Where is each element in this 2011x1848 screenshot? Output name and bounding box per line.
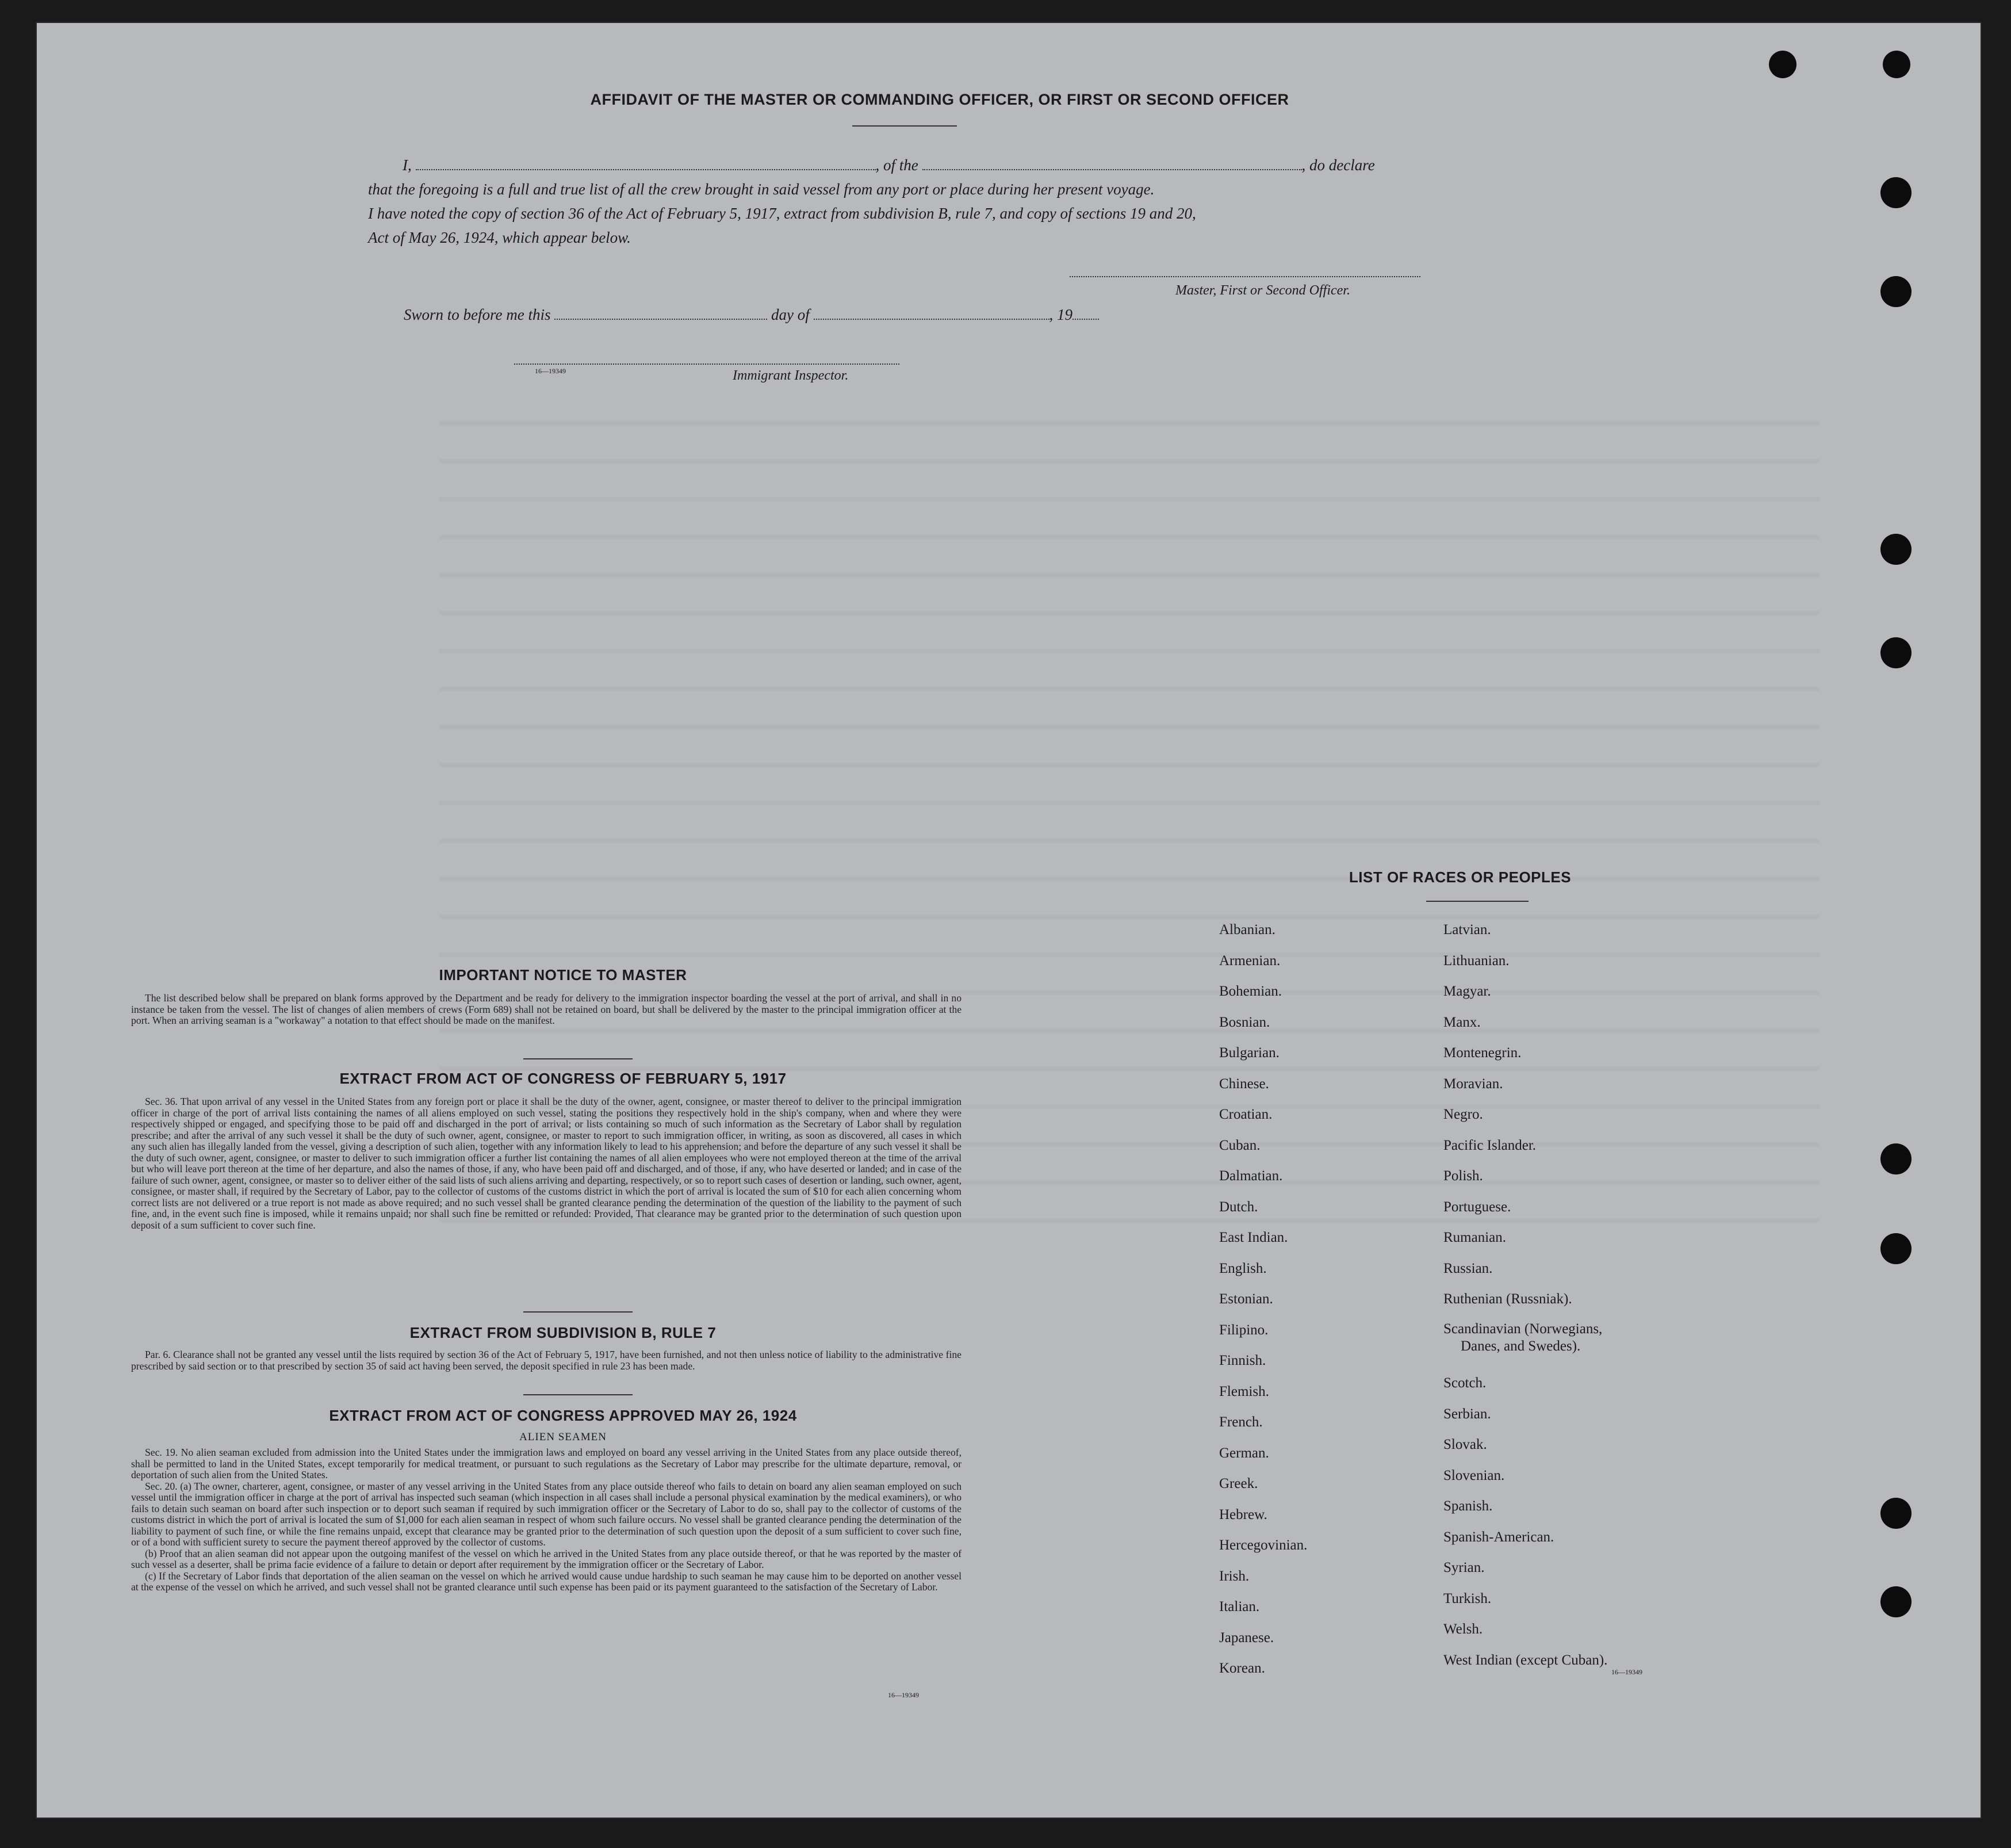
punch-hole <box>1880 637 1912 668</box>
race-item: Montenegrin. <box>1443 1045 1522 1061</box>
race-item: Spanish-American. <box>1443 1529 1554 1545</box>
punch-hole <box>1880 1498 1912 1529</box>
race-item: Hebrew. <box>1219 1506 1267 1522</box>
affidavit-prefix: I, <box>403 156 412 174</box>
race-item: Japanese. <box>1219 1629 1274 1646</box>
race-item: Latvian. <box>1443 922 1491 938</box>
affidavit-line-3: I have noted the copy of section 36 of the Act of February 5, 1917, extract from subdivision B, rule 7, and copy of sections 19 and 20, <box>368 205 1196 222</box>
race-item: Polish. <box>1443 1168 1483 1184</box>
race-item: Rumanian. <box>1443 1230 1507 1245</box>
punch-hole <box>1880 177 1912 208</box>
race-item: Portuguese. <box>1443 1199 1511 1215</box>
punch-hole <box>1880 534 1912 565</box>
affidavit-line-4: Act of May 26, 1924, which appear below. <box>368 229 631 246</box>
race-item: Dutch. <box>1219 1199 1258 1215</box>
document-page <box>37 23 1981 1818</box>
inspector-label: Immigrant Inspector. <box>733 368 849 383</box>
race-item: Croatian. <box>1219 1107 1273 1122</box>
races-column-1 <box>1219 915 1307 1684</box>
race-item: Scotch. <box>1443 1375 1487 1391</box>
punch-hole <box>1880 1586 1912 1617</box>
affidavit-line-2: that the foregoing is a full and true list of all the crew brought in said vessel from any port or place during her present voyage. <box>368 181 1155 198</box>
signature-label: Master, First or Second Officer. <box>1175 283 1350 298</box>
race-item: Armenian. <box>1219 952 1281 969</box>
section-20c-paragraph: (c) If the Secretary of Labor finds that deportation of the alien seaman on the vessel on which he arrived would cause undue hardship to such seaman he may cause him to be deported on another vessel at the expense of the vessel on which he arrived, and such vessel shall not be granted clearance until such expense has been paid or its payment guaranteed to the satisfaction of the Secretary of Labor. <box>131 1570 962 1593</box>
section-20a-paragraph: Sec. 20. (a) The owner, charterer, agent, consignee, or master of any vessel arriving in the United States from any place outside thereof who fails to detain on board any alien seaman employed on such vessel until the immigration officer in charge at the port of arrival has inspected such seaman (which inspection in all cases shall include a personal physical examination by the medical examiners), or who fails to detain such seaman on board after such inspection or to deport such seaman if required by such immigration officer or the Secretary of Labor to do so, shall pay to the collector of customs of the customs district in which the port of arrival is located the sum of $1,000 for each alien seaman in respect of whom such failure occurs. No vessel shall be granted clearance pending the determination of the liability to payment of such fine, or while the fine remains unpaid, except that clearance may be granted prior to the determination of such question upon the deposit of a sum sufficient to cover such fine, or of a bond with sufficient surety to secure the payment thereof approved by the collector of customs. <box>131 1480 962 1548</box>
form-number: 16—19349 <box>888 1691 919 1699</box>
day-blank[interactable] <box>554 306 767 320</box>
notice-title: IMPORTANT NOTICE TO MASTER <box>439 966 687 984</box>
race-item: Ruthenian (Russniak). <box>1443 1291 1572 1307</box>
signature-line[interactable] <box>1070 276 1420 277</box>
race-item: Filipino. <box>1219 1322 1269 1338</box>
act-1917-text <box>131 1096 962 1231</box>
sworn-line <box>404 303 1099 327</box>
race-item: Serbian. <box>1443 1406 1491 1422</box>
year-blank[interactable] <box>1072 306 1099 320</box>
affidavit-title: AFFIDAVIT OF THE MASTER OR COMMANDING OFFICER, OR FIRST OR SECOND OFFICER <box>590 91 1289 108</box>
rule-7-text <box>131 1349 962 1372</box>
race-item: Slovenian. <box>1443 1467 1505 1483</box>
act-1924-title: EXTRACT FROM ACT OF CONGRESS APPROVED MAY 26, 1924 <box>329 1407 797 1424</box>
race-item: Magyar. <box>1443 984 1491 999</box>
race-item: Russian. <box>1443 1260 1493 1276</box>
race-item: German. <box>1219 1445 1269 1461</box>
punch-hole <box>1880 1143 1912 1174</box>
races-column-2b <box>1443 1368 1607 1675</box>
divider <box>852 125 957 127</box>
race-item: East Indian. <box>1219 1230 1288 1245</box>
races-column-2a <box>1443 915 1572 1315</box>
race-item: English. <box>1219 1260 1267 1276</box>
race-item: Negro. <box>1443 1107 1483 1122</box>
affidavit-line-1 <box>403 153 1478 177</box>
race-item: Finnish. <box>1219 1353 1266 1368</box>
race-item: Cuban. <box>1219 1137 1261 1153</box>
race-item: Welsh. <box>1443 1621 1483 1637</box>
act-1924-subtitle: ALIEN SEAMEN <box>519 1431 607 1443</box>
race-item: Irish. <box>1219 1568 1250 1584</box>
divider <box>523 1394 633 1395</box>
name-blank[interactable] <box>416 156 876 170</box>
race-item: Spanish. <box>1443 1498 1493 1514</box>
section-20b-paragraph: (b) Proof that an alien seaman did not appear upon the outgoing manifest of the vessel on which he arrived in the United States from any place outside thereof, or that he was reported by the master of such vessel as a deserter, shall be prima facie evidence of a failure to detain or deport after requirement by the immigration officer or the Secretary of Labor. <box>131 1547 962 1570</box>
divider <box>1426 901 1529 902</box>
race-item: Moravian. <box>1443 1076 1503 1092</box>
section-19-paragraph: Sec. 19. No alien seaman excluded from admission into the United States under the immigration laws and employed on board any vessel arriving in the United States from any place outside thereof, shall be permitted to land in the United States, except temporarily for medical treatment, or pursuant to such regulations as the Secretary of Labor may prescribe for the ultimate departure, removal, or deportation of such alien from the United States. <box>131 1447 962 1480</box>
race-item: Estonian. <box>1219 1291 1273 1307</box>
act-1917-title: EXTRACT FROM ACT OF CONGRESS OF FEBRUARY 5, 1917 <box>339 1070 787 1087</box>
sworn-prefix: Sworn to before me this <box>404 306 551 323</box>
rule-7-title: EXTRACT FROM SUBDIVISION B, RULE 7 <box>409 1324 717 1341</box>
race-item: Hercegovinian. <box>1219 1537 1308 1553</box>
divider <box>523 1311 633 1313</box>
affidavit-end: , do declare <box>1301 156 1375 174</box>
race-item: Slovak. <box>1443 1437 1487 1452</box>
race-item: Manx. <box>1443 1014 1481 1030</box>
race-item: Korean. <box>1219 1660 1265 1676</box>
divider <box>523 1058 633 1059</box>
section-36-paragraph: Sec. 36. That upon arrival of any vessel in the United States from any foreign port or place it shall be the duty of the owner, agent, consignee, or master thereof to deliver to the principal immigration officer in charge of the port of arrival lists containing the names of all aliens employed on such vessel, stating the positions they respectively hold in the ship's company, when and where they were respectively shipped or engaged, and specifying those to be paid off and discharged in the port of arrival; or lists containing so much of such information as the Secretary of Labor shall by regulation prescribe; and after the arrival of any such vessel it shall be the duty of such owner, agent, consignee, or master to report to such immigration officer, in writing, as soon as discovered, all cases in which any such alien has illegally landed from the vessel, giving a description of such alien, together with any information likely to lead to his apprehension; and before the departure of any such vessel it shall be the duty of such owner, agent, consignee, or master to deliver to such immigration officer a further list containing the names of all alien employees who were not employed thereon at the time of the arrival but who will leave port thereon at the time of her departure, and also the names of those, if any, who have been paid off and discharged, and of those, if any, who have deserted or landed; and in case of the failure of such owner, agent, consignee, or master so to deliver either of the said lists of such aliens arriving and departing, respectively, or so to report such cases of desertion or landing, such owner, agent, consignee, or master shall, if required by the Secretary of Labor, pay to the collector of customs of the customs district in which the port of arrival is located the sum of $10 for each alien concerning whom correct lists are not delivered or a true report is not made as above required; and no such vessel shall be granted clearance pending the determination of the question of the liability to the payment of such fine, and, in the event such fine is imposed, while it remains unpaid; nor shall such fine be remitted or refunded: Provided, That clearance may be granted prior to the determination of such question upon deposit of a sum sufficient to cover such fine. <box>131 1096 962 1231</box>
form-number: 16—19349 <box>1611 1668 1642 1676</box>
paragraph-6: Par. 6. Clearance shall not be granted any vessel until the lists required by section 36 of the Act of February 5, 1917, have been furnished, and not then unless notice of liability to the administrative fine prescribed by said section or to that prescribed by section 35 of said act having been served, the deposit specified in rule 23 has been made. <box>131 1349 962 1372</box>
affidavit-mid: , of the <box>875 156 918 174</box>
notice-text <box>131 993 962 1027</box>
race-item: West Indian (except Cuban). <box>1443 1652 1608 1668</box>
punch-hole <box>1769 51 1797 78</box>
punch-hole <box>1880 276 1912 307</box>
race-item: Chinese. <box>1219 1076 1269 1092</box>
notice-paragraph: The list described below shall be prepared on blank forms approved by the Department and be ready for delivery to the immigration inspector boarding the vessel at the port of arrival, and shall in no instance be taken from the vessel. The list of changes of alien members of crews (Form 689) shall not be retained on board, but shall be delivered by the master to the principal immigration officer at the port. When an arriving seaman is a "workaway" a notation to that effect should be made on the manifest. <box>131 992 962 1026</box>
sworn-mid: day of <box>771 306 810 323</box>
race-item: Bohemian. <box>1219 984 1282 999</box>
race-item: Lithuanian. <box>1443 952 1510 969</box>
race-item: Pacific Islander. <box>1443 1137 1537 1153</box>
race-item: Dalmatian. <box>1219 1168 1283 1184</box>
race-item-line: Scandinavian (Norwegians, <box>1443 1321 1603 1337</box>
race-item: Bulgarian. <box>1219 1045 1280 1061</box>
race-item: Syrian. <box>1443 1560 1485 1575</box>
race-item-scandinavian <box>1443 1321 1602 1355</box>
race-item-line: Danes, and Swedes). <box>1461 1338 1581 1354</box>
punch-hole <box>1883 51 1910 78</box>
race-item: Albanian. <box>1219 922 1275 938</box>
race-item: Turkish. <box>1443 1590 1492 1606</box>
race-item: Greek. <box>1219 1476 1258 1491</box>
races-title: LIST OF RACES OR PEOPLES <box>1349 868 1572 886</box>
race-item: French. <box>1219 1414 1263 1430</box>
act-1924-text <box>131 1447 962 1593</box>
race-item: Bosnian. <box>1219 1014 1270 1030</box>
month-blank[interactable] <box>814 306 1049 320</box>
race-item: Flemish. <box>1219 1383 1269 1399</box>
vessel-blank[interactable] <box>922 156 1302 170</box>
sworn-end: , 19 <box>1049 306 1072 323</box>
form-number: 16—19349 <box>535 367 566 375</box>
race-item: Italian. <box>1219 1599 1260 1614</box>
punch-hole <box>1880 1233 1912 1264</box>
